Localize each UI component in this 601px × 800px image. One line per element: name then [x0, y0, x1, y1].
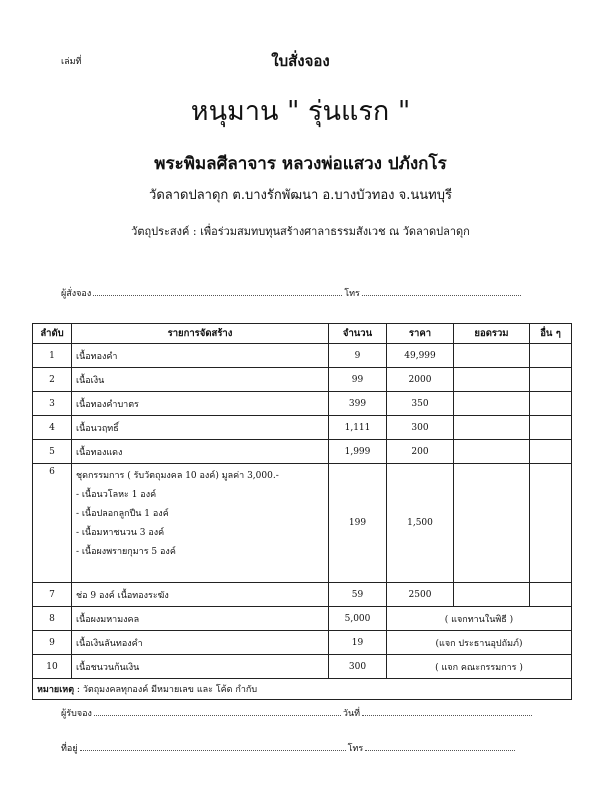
row-qty: 199	[329, 464, 387, 583]
row-item: เนื้อชนวนก้นเงิน	[72, 655, 329, 679]
table-row	[33, 344, 572, 368]
orderer-name-label: ผู้สั่งจอง	[61, 289, 92, 299]
form-title: ใบสั่งจอง	[271, 52, 330, 70]
footer-phone-field[interactable]	[365, 742, 515, 751]
orderer-phone-label: โทร	[344, 289, 360, 299]
table-header-row	[33, 324, 572, 344]
col-header-total: ยอดรวม	[454, 324, 530, 344]
row-no: 4	[33, 416, 72, 440]
order-table	[32, 323, 572, 700]
remark-row	[33, 679, 572, 700]
col-header-other: อื่น ๆ	[530, 324, 572, 344]
footer-phone-label: โทร	[347, 744, 364, 754]
row-no: 9	[33, 631, 72, 655]
set-line: - เนื้อปลอกลูกปืน 1 องค์	[76, 509, 169, 519]
row-other[interactable]	[530, 464, 572, 583]
receiver-label: ผู้รับจอง	[61, 709, 92, 719]
row-qty: 99	[329, 368, 387, 392]
orderer-name-field[interactable]	[93, 287, 342, 296]
table-row	[33, 631, 572, 655]
row-no: 5	[33, 440, 72, 464]
orderer-phone-field[interactable]	[362, 287, 521, 296]
row-price: 2500	[387, 583, 454, 607]
col-header-no: ลำดับ	[33, 324, 72, 344]
book-number-label: เล่มที่	[61, 57, 82, 67]
receiver-line	[61, 706, 534, 720]
purpose-line	[0, 222, 601, 240]
set-line: - เนื้อผงพรายกุมาร 5 องค์	[76, 547, 176, 557]
row-total[interactable]	[454, 392, 530, 416]
col-header-qty: จำนวน	[329, 324, 387, 344]
col-header-price: ราคา	[387, 324, 454, 344]
table-row	[33, 440, 572, 464]
row-item: เนื้อนวฤทธิ์	[72, 416, 329, 440]
row-other[interactable]	[530, 416, 572, 440]
set-line: ชุดกรรมการ ( รับวัตถุมงคล 10 องค์) มูลค่า 3,000.-	[76, 471, 279, 481]
row-no: 7	[33, 583, 72, 607]
row-other[interactable]	[530, 368, 572, 392]
set-line: - เนื้อนวโลหะ 1 องค์	[76, 490, 157, 500]
table-row	[33, 583, 572, 607]
date-label: วันที่	[342, 709, 361, 719]
row-item: เนื้อทองแดง	[72, 440, 329, 464]
row-qty: 5,000	[329, 607, 387, 631]
temple-address: วัดลาดปลาดุก ต.บางรักพัฒนา อ.บางบัวทอง จ.นนทบุรี	[149, 188, 452, 203]
purpose-text: เพื่อร่วมสมทบทุนสร้างศาลาธรรมสังเวช ณ วัดลาดปลาดุก	[200, 225, 470, 238]
row-item: เนื้อเงิน	[72, 368, 329, 392]
subtitle: พระพิมลศีลาจาร หลวงพ่อแสวง ปภังกโร	[154, 154, 447, 174]
address-label: ที่อยู่	[61, 744, 78, 754]
row-price: 200	[387, 440, 454, 464]
table-row	[33, 368, 572, 392]
table-row	[33, 416, 572, 440]
row-other[interactable]	[530, 440, 572, 464]
row-total[interactable]	[454, 440, 530, 464]
row-item: เนื้อเงินลันทองคำ	[72, 631, 329, 655]
row-note: ( แจกทานในพิธี )	[387, 607, 572, 631]
receiver-field[interactable]	[94, 707, 341, 716]
row-price: 1,500	[387, 464, 454, 583]
row-no: 1	[33, 344, 72, 368]
row-item: ช่อ 9 องค์ เนื้อทองระฆัง	[72, 583, 329, 607]
orderer-line	[61, 286, 523, 300]
row-item: เนื้อทองคำ	[72, 344, 329, 368]
row-qty: 300	[329, 655, 387, 679]
row-qty: 59	[329, 583, 387, 607]
set-line: - เนื้อมหาชนวน 3 องค์	[76, 528, 165, 538]
address-field[interactable]	[80, 742, 346, 751]
row-total[interactable]	[454, 344, 530, 368]
col-header-item: รายการจัดสร้าง	[72, 324, 329, 344]
row-price: 49,999	[387, 344, 454, 368]
remark-label: หมายเหตุ	[37, 685, 75, 695]
row-price: 300	[387, 416, 454, 440]
row-other[interactable]	[530, 344, 572, 368]
date-field[interactable]	[362, 707, 532, 716]
row-qty: 399	[329, 392, 387, 416]
row-qty: 1,999	[329, 440, 387, 464]
row-total[interactable]	[454, 464, 530, 583]
row-no: 6	[33, 464, 72, 583]
row-total[interactable]	[454, 416, 530, 440]
row-other[interactable]	[530, 392, 572, 416]
purpose-label: วัตถุประสงค์ :	[131, 225, 197, 238]
main-title: หนุมาน " รุ่นแรก "	[190, 96, 411, 127]
row-no: 8	[33, 607, 72, 631]
table-row	[33, 655, 572, 679]
row-price: 350	[387, 392, 454, 416]
row-no: 10	[33, 655, 72, 679]
address-line	[61, 741, 517, 755]
row-price: 2000	[387, 368, 454, 392]
row-note: (แจก ประธานอุปถัมภ์)	[387, 631, 572, 655]
table-row	[33, 464, 572, 583]
row-note: ( แจก คณะกรรมการ )	[387, 655, 572, 679]
row-total[interactable]	[454, 583, 530, 607]
table-row	[33, 392, 572, 416]
row-qty: 19	[329, 631, 387, 655]
table-row	[33, 607, 572, 631]
row-no: 2	[33, 368, 72, 392]
row-qty: 1,111	[329, 416, 387, 440]
row-item-set	[72, 464, 329, 583]
row-item: เนื้อทองคำบาตร	[72, 392, 329, 416]
row-no: 3	[33, 392, 72, 416]
row-item: เนื้อผงมหามงคล	[72, 607, 329, 631]
row-other[interactable]	[530, 583, 572, 607]
row-qty: 9	[329, 344, 387, 368]
remark-cell	[33, 679, 572, 700]
remark-text: : วัตถุมงคลทุกองค์ มีหมายเลข และ โค้ด กำกับ	[76, 685, 258, 695]
row-total[interactable]	[454, 368, 530, 392]
